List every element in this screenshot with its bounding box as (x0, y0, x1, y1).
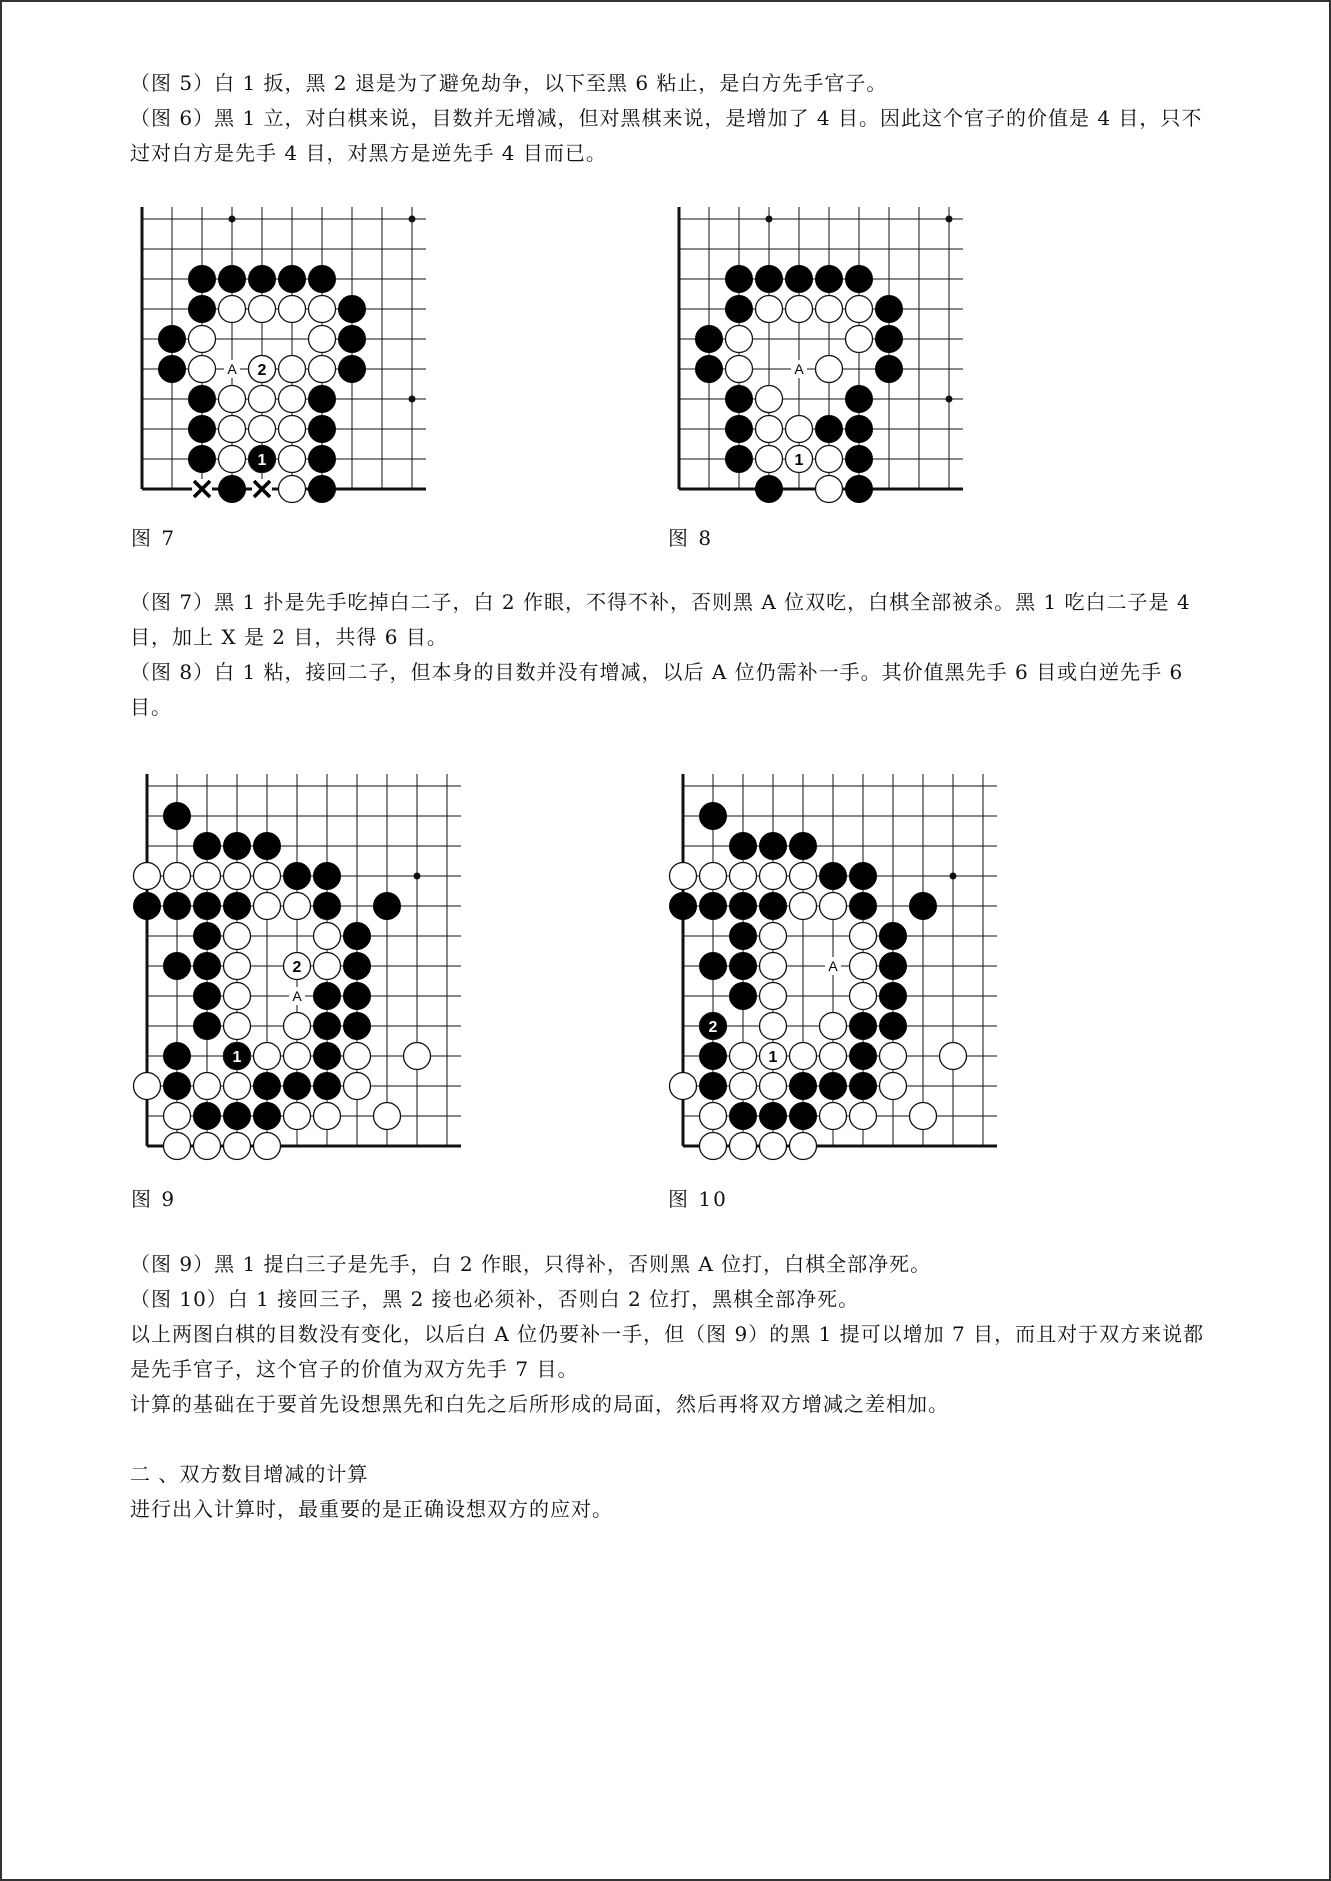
black-stone (309, 446, 336, 473)
black-stone (876, 356, 903, 383)
hoshi-point (229, 216, 236, 223)
white-stone (816, 446, 843, 473)
white-stone (880, 1073, 907, 1100)
black-stone (314, 1013, 341, 1040)
black-stone (700, 1073, 727, 1100)
white-stone (309, 326, 336, 353)
white-stone (760, 953, 787, 980)
black-stone (254, 1073, 281, 1100)
white-stone (224, 1013, 251, 1040)
white-stone (730, 1043, 757, 1070)
paragraph-basis: 计算的基础在于要首先设想黑先和白先之后所形成的局面，然后再将双方增减之差相加。 (130, 1392, 949, 1416)
white-stone (224, 983, 251, 1010)
white-stone (279, 356, 306, 383)
white-stone (134, 1073, 161, 1100)
black-stone (730, 953, 757, 980)
white-stone (756, 296, 783, 323)
black-stone (339, 296, 366, 323)
white-stone (249, 296, 276, 323)
white-stone (760, 983, 787, 1010)
white-stone (850, 1103, 877, 1130)
white-stone (224, 1133, 251, 1160)
black-stone (880, 953, 907, 980)
paragraph-section-intro: 进行出入计算时，最重要的是正确设想双方的应对。 (130, 1497, 613, 1521)
white-stone (164, 863, 191, 890)
board-grid (679, 207, 963, 489)
white-stone (314, 953, 341, 980)
white-stone (850, 983, 877, 1010)
black-stone (700, 953, 727, 980)
black-stone (726, 446, 753, 473)
point-letter-marker: A (828, 958, 838, 974)
white-stone (910, 1103, 937, 1130)
black-stone (219, 476, 246, 503)
white-stone (279, 476, 306, 503)
stone-move-number: 2 (292, 959, 302, 976)
black-stone (730, 923, 757, 950)
white-stone (730, 1133, 757, 1160)
black-stone (189, 266, 216, 293)
white-stone (726, 326, 753, 353)
black-stone (374, 893, 401, 920)
black-stone (670, 893, 697, 920)
point-letter-marker: A (227, 361, 237, 377)
black-stone (309, 266, 336, 293)
white-stone (820, 893, 847, 920)
white-stone (816, 296, 843, 323)
black-stone (254, 833, 281, 860)
stone-move-number: 1 (768, 1049, 778, 1066)
stone-move-number: 2 (257, 362, 267, 379)
white-stone (284, 1043, 311, 1070)
white-stone (670, 1073, 697, 1100)
black-stone (189, 416, 216, 443)
black-stone (194, 983, 221, 1010)
black-stone (730, 893, 757, 920)
white-stone (314, 923, 341, 950)
white-stone (816, 476, 843, 503)
black-stone (850, 1043, 877, 1070)
white-stone (850, 923, 877, 950)
white-stone (249, 416, 276, 443)
white-stone (846, 326, 873, 353)
white-stone (219, 416, 246, 443)
white-stone (194, 1133, 221, 1160)
white-stone (790, 1043, 817, 1070)
black-stone (194, 1013, 221, 1040)
black-stone (164, 893, 191, 920)
black-stone (164, 1073, 191, 1100)
black-stone (786, 266, 813, 293)
black-stone (284, 1073, 311, 1100)
white-stone (790, 893, 817, 920)
black-stone (730, 833, 757, 860)
hoshi-point (946, 216, 953, 223)
black-stone (700, 1043, 727, 1070)
black-stone (194, 833, 221, 860)
black-stone (314, 983, 341, 1010)
black-stone (344, 953, 371, 980)
black-stone (249, 266, 276, 293)
black-stone (700, 893, 727, 920)
black-stone (790, 833, 817, 860)
black-stone (309, 416, 336, 443)
white-stone (314, 1103, 341, 1130)
caption-fig8: 图 8 (668, 526, 714, 550)
white-stone (756, 416, 783, 443)
black-stone (880, 983, 907, 1010)
white-stone (284, 1013, 311, 1040)
black-stone (756, 476, 783, 503)
caption-fig7: 图 7 (131, 526, 177, 550)
white-stone (284, 893, 311, 920)
caption-fig10: 图 10 (668, 1187, 728, 1211)
white-stone (309, 296, 336, 323)
black-stone (816, 266, 843, 293)
black-stone (189, 446, 216, 473)
black-stone (339, 356, 366, 383)
white-stone (189, 326, 216, 353)
white-stone (344, 1043, 371, 1070)
white-stone (880, 1043, 907, 1070)
black-stone (876, 296, 903, 323)
black-stone (760, 833, 787, 860)
white-stone (284, 1103, 311, 1130)
black-stone (726, 416, 753, 443)
black-stone (850, 1013, 877, 1040)
black-stone (790, 1103, 817, 1130)
black-stone (194, 923, 221, 950)
black-stone (344, 923, 371, 950)
black-stone (850, 1073, 877, 1100)
white-stone (224, 863, 251, 890)
paragraph-fig8: （图 8）白 1 粘，接回二子，但本身的目数并没有增减，以后 A 位仍需补一手。其价值黑先手 6 目或白逆先手 6 目。 (130, 660, 1184, 719)
white-stone (786, 296, 813, 323)
hoshi-point (409, 396, 416, 403)
white-stone (249, 386, 276, 413)
white-stone (219, 296, 246, 323)
paragraph-fig5: （图 5）白 1 扳，黑 2 退是为了避免劫争，以下至黑 6 粘止，是白方先手官子。 (130, 71, 888, 95)
hoshi-point (409, 216, 416, 223)
black-stone (159, 356, 186, 383)
black-stone (846, 386, 873, 413)
x-territory-marker (192, 479, 212, 499)
stone-move-number: 2 (708, 1019, 718, 1036)
point-letter-marker: A (794, 361, 804, 377)
black-stone (846, 266, 873, 293)
black-stone (219, 266, 246, 293)
paragraph-fig9: （图 9）黑 1 提白三子是先手，白 2 作眼，只得补，否则黑 A 位打，白棋全部净死。 (130, 1252, 932, 1276)
white-stone (820, 1043, 847, 1070)
white-stone (730, 1073, 757, 1100)
black-stone (339, 326, 366, 353)
black-stone (254, 1103, 281, 1130)
white-stone (726, 356, 753, 383)
black-stone (189, 386, 216, 413)
white-stone (344, 1073, 371, 1100)
black-stone (194, 1103, 221, 1130)
point-letter-marker: A (292, 988, 302, 1004)
caption-fig9: 图 9 (131, 1187, 177, 1211)
paragraph-summary: 以上两图白棋的目数没有变化，以后白 A 位仍要补一手，但（图 9）的黑 1 提可以增加 7 目，而且对于双方来说都是先手官子，这个官子的价值为双方先手 7 目。 (130, 1322, 1205, 1381)
black-stone (880, 1013, 907, 1040)
white-stone (816, 356, 843, 383)
white-stone (279, 296, 306, 323)
white-stone (730, 863, 757, 890)
black-stone (224, 1103, 251, 1130)
black-stone (164, 1043, 191, 1070)
white-stone (404, 1043, 431, 1070)
paragraph-fig10: （图 10）白 1 接回三子，黑 2 接也必须补，否则白 2 位打，黑棋全部净死。 (130, 1287, 860, 1311)
stone-move-number: 1 (232, 1049, 242, 1066)
black-stone (816, 416, 843, 443)
black-stone (314, 893, 341, 920)
white-stone (134, 863, 161, 890)
go-board-fig8 (677, 205, 977, 505)
white-stone (309, 356, 336, 383)
black-stone (696, 326, 723, 353)
white-stone (189, 356, 216, 383)
white-stone (279, 416, 306, 443)
black-stone (134, 893, 161, 920)
white-stone (279, 386, 306, 413)
paragraph-fig6: （图 6）黑 1 立，对白棋来说，目数并无增减，但对黑棋来说，是增加了 4 目。因此这个官子的价值是 4 目，只不过对白方是先手 4 目，对黑方是逆先手 4 目而已。 (130, 106, 1203, 165)
hoshi-point (414, 873, 421, 880)
white-stone (760, 1133, 787, 1160)
black-stone (194, 953, 221, 980)
white-stone (279, 446, 306, 473)
hoshi-point (946, 396, 953, 403)
black-stone (279, 266, 306, 293)
white-stone (820, 1013, 847, 1040)
black-stone (850, 863, 877, 890)
black-stone (910, 893, 937, 920)
section-title: 二 、双方数目增减的计算 (130, 1462, 369, 1486)
white-stone (850, 953, 877, 980)
paragraph-fig7: （图 7）黑 1 扑是先手吃掉白二子，白 2 作眼，不得不补，否则黑 A 位双吃，白棋全部被杀。黑 1 吃白二子是 4 目，加上 X 是 2 目，共得 6 目。 (130, 590, 1191, 649)
black-stone (760, 1103, 787, 1130)
white-stone (760, 863, 787, 890)
white-stone (760, 923, 787, 950)
white-stone (940, 1043, 967, 1070)
black-stone (164, 803, 191, 830)
white-stone (700, 863, 727, 890)
black-stone (726, 266, 753, 293)
black-stone (164, 953, 191, 980)
black-stone (756, 266, 783, 293)
black-stone (730, 983, 757, 1010)
black-stone (760, 893, 787, 920)
black-stone (730, 1103, 757, 1130)
white-stone (254, 893, 281, 920)
black-stone (846, 446, 873, 473)
white-stone (224, 1073, 251, 1100)
black-stone (189, 296, 216, 323)
white-stone (194, 863, 221, 890)
black-stone (284, 863, 311, 890)
black-stone (696, 356, 723, 383)
black-stone (880, 923, 907, 950)
white-stone (820, 1103, 847, 1130)
white-stone (219, 446, 246, 473)
white-stone (194, 1073, 221, 1100)
black-stone (820, 863, 847, 890)
white-stone (224, 953, 251, 980)
white-stone (219, 386, 246, 413)
stone-move-number: 1 (257, 452, 267, 469)
white-stone (254, 1043, 281, 1070)
white-stone (786, 416, 813, 443)
white-stone (790, 1133, 817, 1160)
black-stone (314, 1073, 341, 1100)
black-stone (850, 893, 877, 920)
x-territory-marker (252, 479, 272, 499)
white-stone (790, 863, 817, 890)
black-stone (846, 416, 873, 443)
white-stone (670, 863, 697, 890)
black-stone (309, 476, 336, 503)
white-stone (700, 1103, 727, 1130)
go-board-fig7 (140, 205, 440, 505)
white-stone (760, 1073, 787, 1100)
black-stone (820, 1073, 847, 1100)
black-stone (159, 326, 186, 353)
black-stone (314, 1043, 341, 1070)
stone-move-number: 1 (794, 452, 804, 469)
white-stone (254, 1133, 281, 1160)
black-stone (726, 296, 753, 323)
white-stone (756, 446, 783, 473)
black-stone (309, 386, 336, 413)
black-stone (846, 476, 873, 503)
black-stone (876, 326, 903, 353)
black-stone (726, 386, 753, 413)
white-stone (700, 1133, 727, 1160)
board-grid (142, 207, 426, 489)
white-stone (224, 923, 251, 950)
black-stone (314, 863, 341, 890)
black-stone (344, 1013, 371, 1040)
black-stone (224, 833, 251, 860)
black-stone (194, 893, 221, 920)
hoshi-point (766, 216, 773, 223)
black-stone (224, 893, 251, 920)
white-stone (756, 386, 783, 413)
black-stone (790, 1073, 817, 1100)
white-stone (164, 1133, 191, 1160)
black-stone (700, 803, 727, 830)
white-stone (374, 1103, 401, 1130)
white-stone (254, 863, 281, 890)
hoshi-point (950, 873, 957, 880)
go-board-fig9 (145, 772, 465, 1147)
white-stone (846, 296, 873, 323)
black-stone (344, 983, 371, 1010)
white-stone (760, 1013, 787, 1040)
white-stone (164, 1103, 191, 1130)
go-board-fig10 (681, 772, 1001, 1147)
